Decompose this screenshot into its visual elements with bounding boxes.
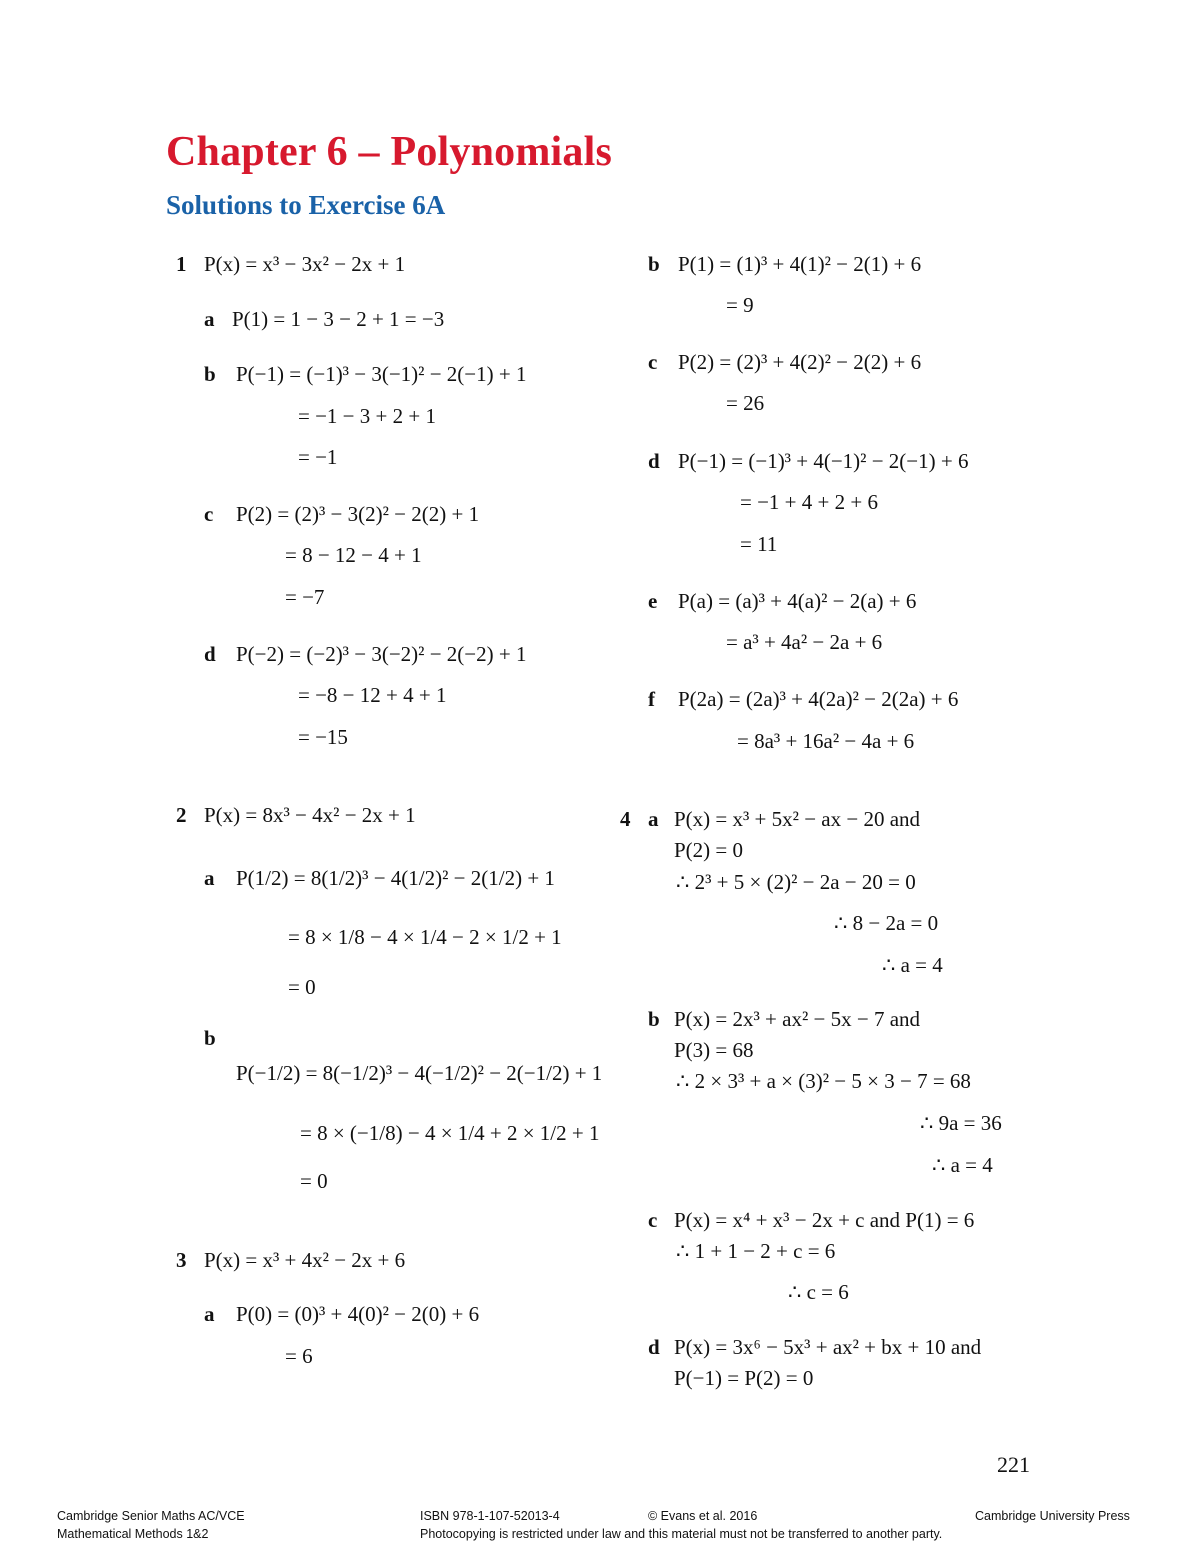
q4-part-a-line-3: ∴ 2³ + 5 × (2)² − 2a − 20 = 0 bbox=[676, 870, 916, 894]
q1-part-a-line-1: P(1) = 1 − 3 − 2 + 1 = −3 bbox=[232, 307, 445, 331]
q2-part-b-label: b bbox=[204, 1026, 216, 1050]
q3-part-e-label: e bbox=[648, 589, 658, 613]
q4-part-a-line-5: ∴ a = 4 bbox=[882, 953, 943, 977]
q3-part-d-line-2: = −1 + 4 + 2 + 6 bbox=[740, 490, 878, 514]
q3-part-d-line-1: P(−1) = (−1)³ + 4(−1)² − 2(−1) + 6 bbox=[678, 449, 969, 473]
q1-part-c-line-3: = −7 bbox=[285, 585, 325, 609]
chapter-title: Chapter 6 – Polynomials bbox=[166, 129, 613, 175]
footer-publisher: Cambridge University Press bbox=[975, 1509, 1130, 1523]
q2-part-a-line-3: = 0 bbox=[288, 975, 316, 999]
q3-part-e-line-1: P(a) = (a)³ + 4(a)² − 2(a) + 6 bbox=[678, 589, 917, 613]
q2-part-b-line-1: P(−1/2) = 8(−1/2)³ − 4(−1/2)² − 2(−1/2) + 1 bbox=[236, 1061, 603, 1085]
section-title: Solutions to Exercise 6A bbox=[166, 190, 446, 220]
footer-book-line-2: Mathematical Methods 1&2 bbox=[57, 1527, 209, 1541]
q1-part-d-line-2: = −8 − 12 + 4 + 1 bbox=[298, 683, 447, 707]
q1-part-b-label: b bbox=[204, 362, 216, 386]
q3-part-b-label: b bbox=[648, 252, 660, 276]
footer-book-line-1: Cambridge Senior Maths AC/VCE bbox=[57, 1509, 245, 1523]
q3-part-d-label: d bbox=[648, 449, 660, 473]
q3-part-f-label: f bbox=[648, 687, 655, 711]
q1-part-b-line-1: P(−1) = (−1)³ − 3(−1)² − 2(−1) + 1 bbox=[236, 362, 527, 386]
q4-part-b-line-5: ∴ a = 4 bbox=[932, 1153, 993, 1177]
q1-part-d-line-1: P(−2) = (−2)³ − 3(−2)² − 2(−2) + 1 bbox=[236, 642, 527, 666]
question-4-number: 4 bbox=[620, 807, 631, 831]
q3-part-b-line-1: P(1) = (1)³ + 4(1)² − 2(1) + 6 bbox=[678, 252, 922, 276]
q4-part-b-line-3: ∴ 2 × 3³ + a × (3)² − 5 × 3 − 7 = 68 bbox=[676, 1069, 971, 1093]
q3-part-d-line-3: = 11 bbox=[740, 532, 778, 556]
q1-part-b-line-2: = −1 − 3 + 2 + 1 bbox=[298, 404, 436, 428]
q4-part-c-line-3: ∴ c = 6 bbox=[788, 1280, 849, 1304]
question-3-number: 3 bbox=[176, 1248, 187, 1272]
q3-part-f-line-1: P(2a) = (2a)³ + 4(2a)² − 2(2a) + 6 bbox=[678, 687, 959, 711]
q3-part-e-line-2: = a³ + 4a² − 2a + 6 bbox=[726, 630, 883, 654]
q3-part-a-line-1: P(0) = (0)³ + 4(0)² − 2(0) + 6 bbox=[236, 1302, 480, 1326]
footer-copyright: © Evans et al. 2016 bbox=[648, 1509, 758, 1523]
q1-part-a-label: a bbox=[204, 307, 215, 331]
q4-part-b-line-2: P(3) = 68 bbox=[674, 1038, 754, 1062]
q1-part-d-label: d bbox=[204, 642, 216, 666]
q3-part-c-line-1: P(2) = (2)³ + 4(2)² − 2(2) + 6 bbox=[678, 350, 922, 374]
q4-part-a-label: a bbox=[648, 807, 659, 831]
q4-part-d-line-1: P(x) = 3x⁶ − 5x³ + ax² + bx + 10 and bbox=[674, 1335, 982, 1359]
q4-part-c-label: c bbox=[648, 1208, 658, 1232]
q4-part-c-line-1: P(x) = x⁴ + x³ − 2x + c and P(1) = 6 bbox=[674, 1208, 975, 1232]
question-1-number: 1 bbox=[176, 252, 187, 276]
q3-part-f-line-2: = 8a³ + 16a² − 4a + 6 bbox=[737, 729, 915, 753]
q1-part-b-line-3: = −1 bbox=[298, 445, 338, 469]
q3-part-b-line-2: = 9 bbox=[726, 293, 754, 317]
q4-part-d-line-2: P(−1) = P(2) = 0 bbox=[674, 1366, 814, 1390]
question-3-statement: P(x) = x³ + 4x² − 2x + 6 bbox=[204, 1248, 406, 1272]
footer-isbn: ISBN 978-1-107-52013-4 bbox=[420, 1509, 560, 1523]
q4-part-c-line-2: ∴ 1 + 1 − 2 + c = 6 bbox=[676, 1239, 836, 1263]
q4-part-d-label: d bbox=[648, 1335, 660, 1359]
q2-part-a-line-1: P(1/2) = 8(1/2)³ − 4(1/2)² − 2(1/2) + 1 bbox=[236, 866, 555, 890]
footer-notice: Photocopying is restricted under law and this material must not be transferred to another party. bbox=[420, 1527, 943, 1541]
q2-part-b-line-3: = 0 bbox=[300, 1169, 328, 1193]
page-number: 221 bbox=[997, 1452, 1030, 1477]
q4-part-b-line-4: ∴ 9a = 36 bbox=[920, 1111, 1002, 1135]
q1-part-c-line-1: P(2) = (2)³ − 3(2)² − 2(2) + 1 bbox=[236, 502, 480, 526]
q2-part-a-label: a bbox=[204, 866, 215, 890]
q3-part-a-line-2: = 6 bbox=[285, 1344, 313, 1368]
q4-part-a-line-1: P(x) = x³ + 5x² − ax − 20 and bbox=[674, 807, 921, 831]
q4-part-b-line-1: P(x) = 2x³ + ax² − 5x − 7 and bbox=[674, 1007, 921, 1031]
question-2-number: 2 bbox=[176, 803, 187, 827]
q4-part-b-label: b bbox=[648, 1007, 660, 1031]
q2-part-b-line-2: = 8 × (−1/8) − 4 × 1/4 + 2 × 1/2 + 1 bbox=[300, 1121, 600, 1145]
q3-part-c-line-2: = 26 bbox=[726, 391, 765, 415]
question-1-statement: P(x) = x³ − 3x² − 2x + 1 bbox=[204, 252, 406, 276]
q4-part-a-line-2: P(2) = 0 bbox=[674, 838, 744, 862]
q2-part-a-line-2: = 8 × 1/8 − 4 × 1/4 − 2 × 1/2 + 1 bbox=[288, 925, 562, 949]
q4-part-a-line-4: ∴ 8 − 2a = 0 bbox=[834, 911, 939, 935]
q1-part-c-line-2: = 8 − 12 − 4 + 1 bbox=[285, 543, 422, 567]
q3-part-a-label: a bbox=[204, 1302, 215, 1326]
q1-part-d-line-3: = −15 bbox=[298, 725, 348, 749]
q3-part-c-label: c bbox=[648, 350, 658, 374]
q1-part-c-label: c bbox=[204, 502, 214, 526]
question-2-statement: P(x) = 8x³ − 4x² − 2x + 1 bbox=[204, 803, 416, 827]
